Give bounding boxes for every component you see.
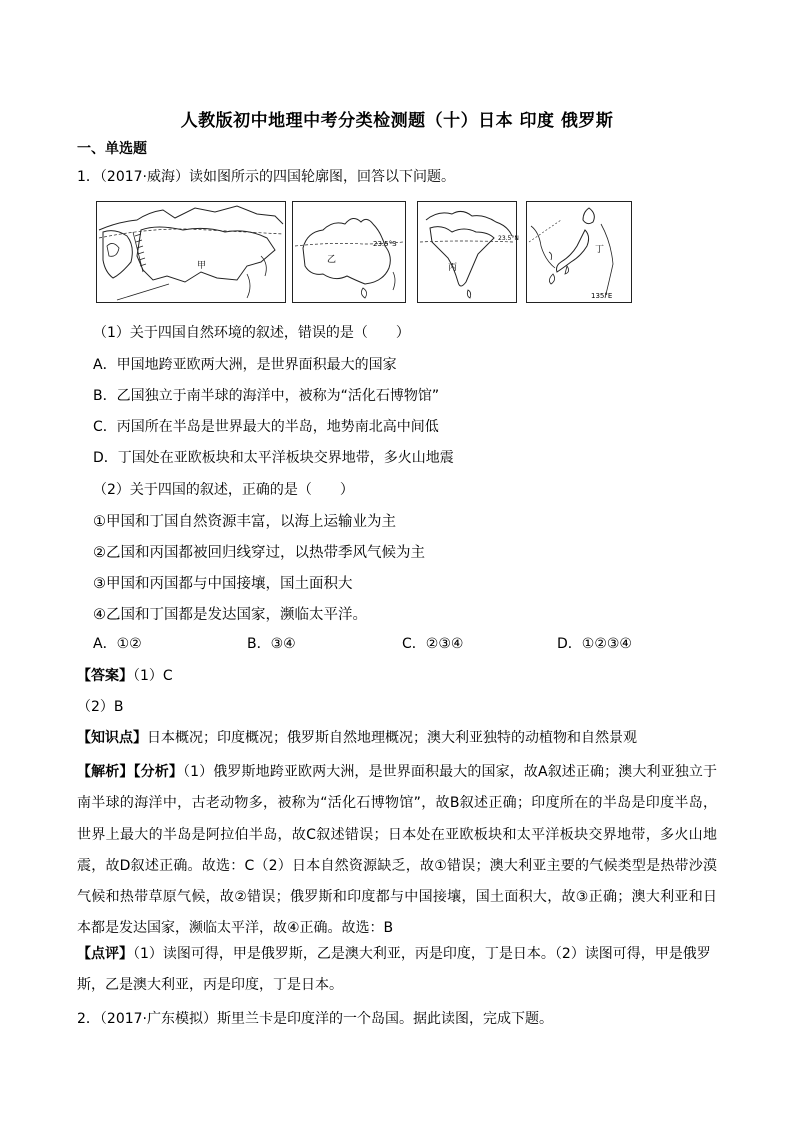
question-2-stem: 2．（2017·广东模拟）斯里兰卡是印度洋的一个岛国。据此读图，完成下题。 xyxy=(77,1011,553,1027)
option-a: A．甲国地跨亚欧两大洲，是世界面积最大的国家 xyxy=(93,357,397,373)
option-2-d: D．①②③④ xyxy=(557,636,632,652)
option-b: B．乙国独立于南半球的海洋中，被称为“活化石博物馆” xyxy=(93,388,440,404)
map-label-yi: 乙 xyxy=(327,255,337,265)
analysis-label: 【解析】 xyxy=(77,764,134,780)
knowledge-text: 日本概况；印度概况；俄罗斯自然地理概况；澳大利亚独特的动植物和自然景观 xyxy=(147,730,637,746)
review-paragraph xyxy=(77,939,717,1001)
review-label: 【点评】 xyxy=(77,946,133,962)
review-text: （1）读图可得，甲是俄罗斯，乙是澳大利亚，丙是印度，丁是日本。（2）读图可得，甲是俄罗斯，乙是澳大利亚，丙是印度，丁是日本。 xyxy=(77,946,711,993)
map-label-jia: 甲 xyxy=(197,261,207,271)
map-australia xyxy=(292,201,406,303)
svg-text:23.5°S: 23.5°S xyxy=(373,240,397,248)
statement-3: ③甲国和丙国都与中国接壤，国土面积大 xyxy=(93,576,353,592)
statement-2: ②乙国和丙国都被回归线穿过，以热带季风气候为主 xyxy=(93,545,425,561)
answer-line xyxy=(77,665,173,685)
map-label-bing: 丙 xyxy=(448,263,458,273)
map-japan xyxy=(526,201,632,303)
statement-4: ④乙国和丁国都是发达国家，濒临太平洋。 xyxy=(93,607,367,623)
svg-text:135°E: 135°E xyxy=(591,292,613,300)
sub-question-1-stem: （1）关于四国自然环境的叙述，错误的是（ ） xyxy=(93,325,410,341)
answer-label: 【答案】 xyxy=(77,668,133,684)
analysis-text: （1）俄罗斯地跨亚欧两大洲，是世界面积最大的国家，故A叙述正确；澳大利亚独立于南半球的海洋中，古老动物多，被称为“活化石博物馆”，故B叙述正确；印度所在的半岛是印度半岛，世界上最大的半岛是阿拉伯半岛，故C叙述错误；日本处在亚欧板块和太平洋板块交界地带，多火山地震，故D叙述正确。故选：C（2）日本自然资源缺乏，故①错误；澳大利亚主要的气候类型是热带沙漠气候和热带草原气候，故②错误；俄罗斯和印度都与中国接壤，国土面积大，故③正确；澳大利亚和日本都是发达国家，濒临太平洋，故④正确。故选：B xyxy=(77,764,718,937)
sub-question-2-stem: （2）关于四国的叙述，正确的是（ ） xyxy=(93,482,354,498)
analysis-paragraph xyxy=(77,757,717,945)
map-india xyxy=(417,201,517,303)
answer-1: （1）C xyxy=(133,668,173,684)
section-title: 一、单选题 xyxy=(77,141,147,157)
svg-text:23.5°N: 23.5°N xyxy=(498,235,519,242)
country-outline-maps xyxy=(96,201,630,303)
answer-2: （2）B xyxy=(77,699,124,715)
knowledge-label: 【知识点】 xyxy=(77,730,147,746)
analysis-sublabel: 【分析】 xyxy=(133,764,183,780)
option-c: C．丙国所在半岛是世界最大的半岛，地势南北高中间低 xyxy=(93,419,439,435)
knowledge-line xyxy=(77,727,637,747)
option-2-c: C．②③④ xyxy=(402,636,464,652)
option-2-a: A．①② xyxy=(93,636,142,652)
page-title: 人教版初中地理中考分类检测题（十）日本 印度 俄罗斯 xyxy=(180,111,614,131)
option-2-b: B．③④ xyxy=(247,636,296,652)
map-label-ding: 丁 xyxy=(595,245,605,255)
option-d: D．丁国处在亚欧板块和太平洋板块交界地带，多火山地震 xyxy=(93,450,454,466)
statement-1: ①甲国和丁国自然资源丰富，以海上运输业为主 xyxy=(93,514,396,530)
map-russia xyxy=(96,201,286,303)
question-1-stem: 1．（2017·威海）读如图所示的四国轮廓图，回答以下问题。 xyxy=(77,169,455,185)
